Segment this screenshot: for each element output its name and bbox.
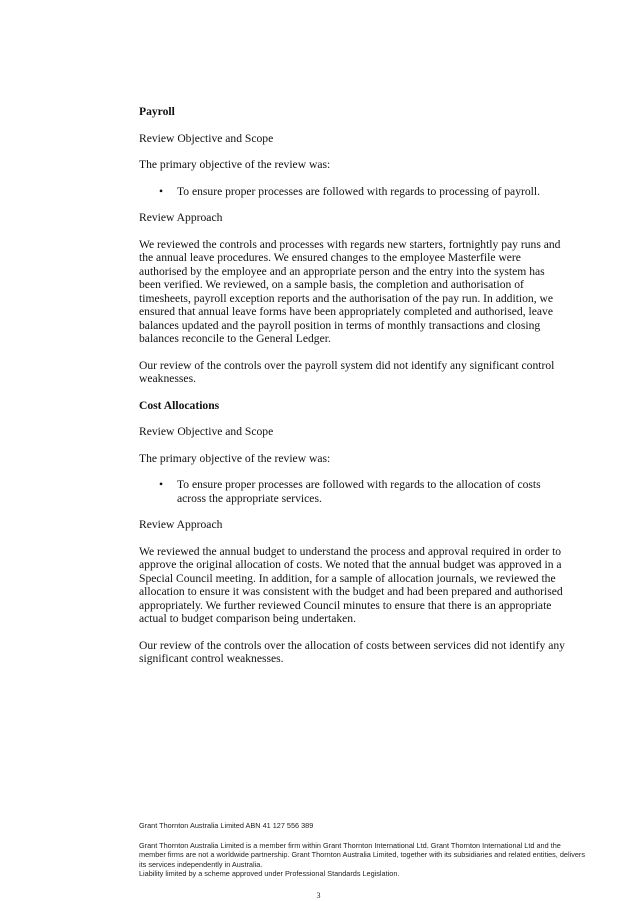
payroll-section (139, 105, 569, 399)
payroll-objective-list (139, 185, 569, 199)
bullet-icon: • (159, 478, 164, 491)
cost-allocations-approach-text: We reviewed the annual budget to understand the process and approval required in order to approve the original allocation of costs. We noted that the annual budget was approved in a Special Council meeting. In addition, for a sample of allocation journals, we reviewed the allocation to ensure it was consistent with the budget and had been prepared and authorised appropriately. We further reviewed Council minutes to ensure that there is an appropriate actual to budget comparison being undertaken. (139, 544, 563, 625)
payroll-heading: Payroll (139, 105, 175, 118)
payroll-approach-text: We reviewed the controls and processes with regards new starters, fortnightly pay runs and the annual leave procedures. We ensured changes to the employee Masterfile were authorised by the employee and an appropriate person and the entry into the system has been verified. We reviewed, on a sample basis, the completion and authorisation of timesheets, payroll exception reports and the authorisation of the pay run. In addition, we ensured that annual leave forms have been appropriately completed and authorised, leave balances updated and the payroll position in terms of monthly transactions and closing balances reconcile to the General Ledger. (139, 237, 561, 345)
footer-disclaimer: Grant Thornton Australia Limited is a member firm within Grant Thornton International Ltd. Grant Thornton International Ltd and the member firms are not a worldwide partnership. Grant Thornton Australia Limited, together with its subsidiaries and related entities, delivers its services independently in Australia. (139, 841, 585, 869)
payroll-objective-bullet: To ensure proper processes are followed with regards to processing of payroll. (177, 184, 540, 198)
report-body (139, 105, 569, 666)
list-item (139, 478, 569, 505)
page-footer (139, 821, 589, 878)
cost-allocations-section (139, 399, 569, 666)
list-item (139, 185, 569, 199)
page-number: 3 (316, 891, 321, 900)
bullet-icon: • (159, 184, 164, 198)
footer-abn: Grant Thornton Australia Limited ABN 41 127 556 389 (139, 821, 314, 830)
cost-allocations-conclusion: Our review of the controls over the allocation of costs between services did not identify any significant control weaknesses. (139, 638, 565, 665)
cost-allocations-objective-heading: Review Objective and Scope (139, 425, 274, 438)
payroll-approach-heading: Review Approach (139, 211, 223, 224)
footer-liability: Liability limited by a scheme approved under Professional Standards Legislation. (139, 868, 400, 878)
payroll-objective-heading: Review Objective and Scope (139, 131, 274, 145)
cost-allocations-objective-list (139, 478, 569, 505)
cost-allocations-objective-bullet: To ensure proper processes are followed with regards to the allocation of costs across the appropriate services. (177, 478, 541, 505)
cost-allocations-heading: Cost Allocations (139, 398, 220, 412)
cost-allocations-approach-heading: Review Approach (139, 518, 223, 531)
cost-allocations-objective-intro: The primary objective of the review was: (139, 451, 331, 465)
payroll-conclusion: Our review of the controls over the payroll system did not identify any significant control weaknesses. (139, 358, 555, 385)
payroll-objective-intro: The primary objective of the review was: (139, 158, 331, 171)
